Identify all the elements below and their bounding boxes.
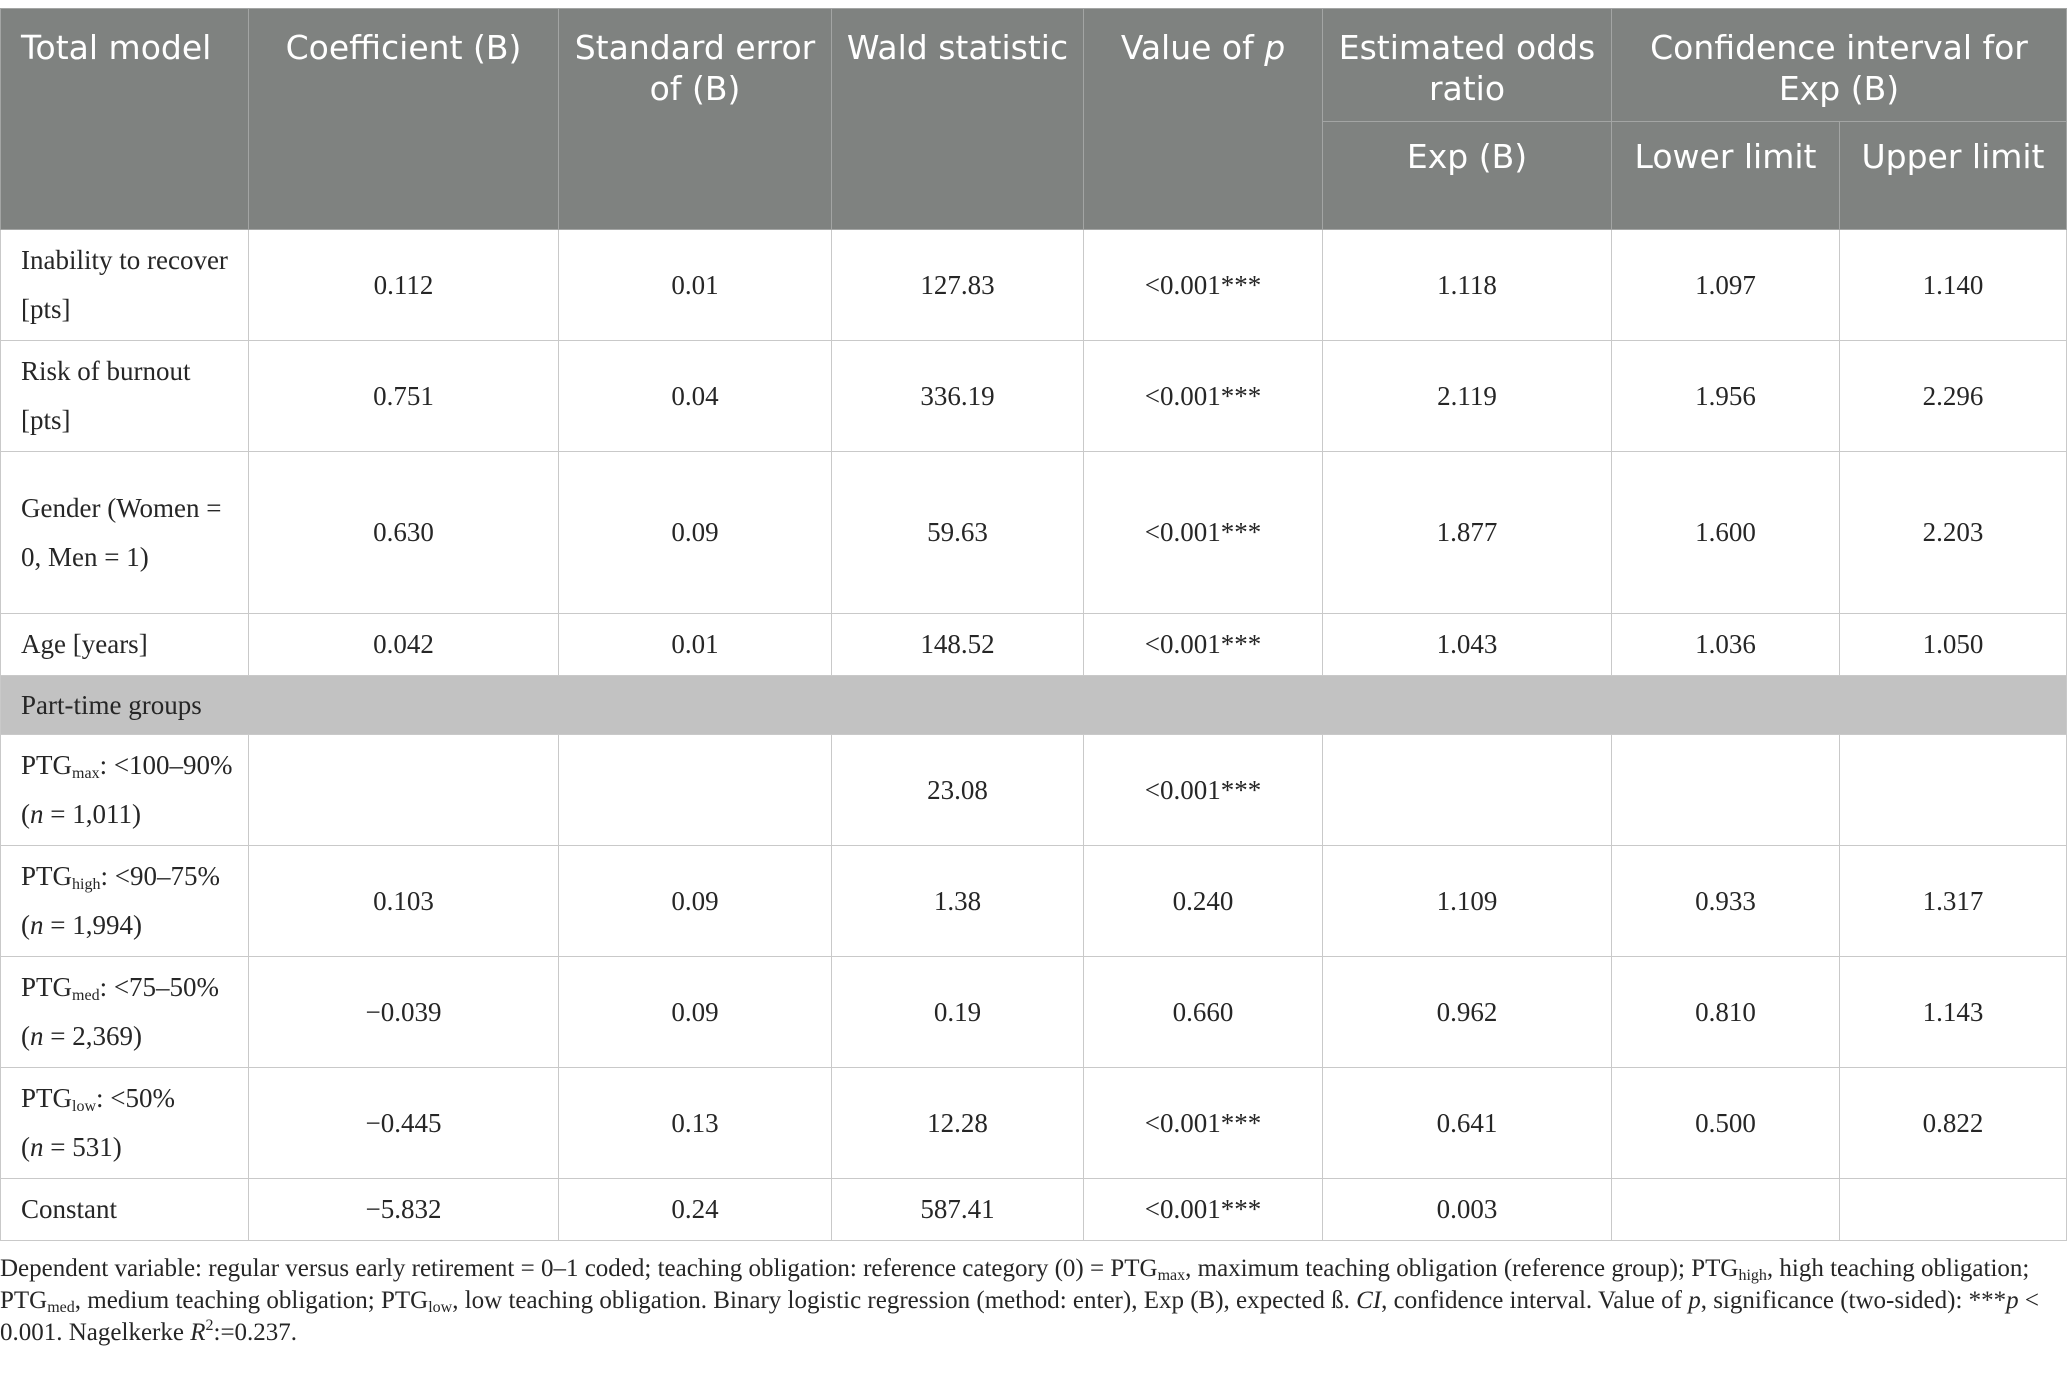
cell-p-value: 0.660	[1084, 957, 1323, 1068]
table-body	[1, 230, 2067, 1241]
cell-p-value: 0.240	[1084, 846, 1323, 957]
row-label: Age [years]	[1, 614, 249, 676]
cell-coefficient: −0.039	[249, 957, 559, 1068]
cell-upper-limit	[1840, 1179, 2067, 1241]
table-row	[1, 230, 2067, 341]
cell-p-value: <0.001***	[1084, 735, 1323, 846]
row-label: Constant	[1, 1179, 249, 1241]
header-odds-ratio: Estimated odds ratio	[1323, 9, 1612, 122]
cell-wald: 1.38	[832, 846, 1084, 957]
table-row	[1, 1068, 2067, 1179]
table-row	[1, 452, 2067, 614]
group-label: Part-time groups	[1, 676, 2067, 735]
cell-coefficient: 0.630	[249, 452, 559, 614]
group-header-row	[1, 676, 2067, 735]
cell-std-error: 0.01	[559, 614, 832, 676]
cell-std-error: 0.24	[559, 1179, 832, 1241]
cell-std-error: 0.13	[559, 1068, 832, 1179]
cell-exp-b: 0.641	[1323, 1068, 1612, 1179]
cell-coefficient: 0.112	[249, 230, 559, 341]
cell-exp-b: 1.118	[1323, 230, 1612, 341]
row-label: $PTG_{high}$: <90–75% (n = 1,994)	[1, 846, 249, 957]
cell-lower-limit: 0.810	[1612, 957, 1840, 1068]
cell-p-value: <0.001***	[1084, 1068, 1323, 1179]
cell-exp-b: 2.119	[1323, 341, 1612, 452]
cell-wald: 12.28	[832, 1068, 1084, 1179]
header-wald: Wald statistic	[832, 9, 1084, 230]
cell-std-error: 0.01	[559, 230, 832, 341]
cell-wald: 59.63	[832, 452, 1084, 614]
cell-std-error: 0.09	[559, 957, 832, 1068]
cell-std-error: 0.09	[559, 846, 832, 957]
cell-upper-limit: 1.050	[1840, 614, 2067, 676]
table-row	[1, 957, 2067, 1068]
cell-std-error: 0.04	[559, 341, 832, 452]
row-label: Inability to recover [pts]	[1, 230, 249, 341]
header-p-value: Value of p	[1084, 9, 1323, 230]
table-row	[1, 614, 2067, 676]
regression-table	[0, 8, 2067, 1241]
cell-exp-b: 1.109	[1323, 846, 1612, 957]
cell-wald: 148.52	[832, 614, 1084, 676]
cell-lower-limit: 1.956	[1612, 341, 1840, 452]
cell-lower-limit: 0.933	[1612, 846, 1840, 957]
cell-p-value: <0.001***	[1084, 452, 1323, 614]
cell-std-error	[559, 735, 832, 846]
cell-coefficient: 0.751	[249, 341, 559, 452]
cell-upper-limit: 1.140	[1840, 230, 2067, 341]
cell-upper-limit: 0.822	[1840, 1068, 2067, 1179]
results-table-container	[0, 8, 2068, 1241]
header-total-model: Total model	[1, 9, 249, 230]
cell-lower-limit	[1612, 735, 1840, 846]
row-label: $PTG_{med}$: <75–50% (n = 2,369)	[1, 957, 249, 1068]
cell-p-value: <0.001***	[1084, 1179, 1323, 1241]
table-header	[1, 9, 2067, 230]
cell-lower-limit: 0.500	[1612, 1068, 1840, 1179]
table-row	[1, 735, 2067, 846]
cell-exp-b	[1323, 735, 1612, 846]
cell-exp-b: 1.043	[1323, 614, 1612, 676]
cell-lower-limit	[1612, 1179, 1840, 1241]
cell-upper-limit: 1.317	[1840, 846, 2067, 957]
cell-std-error: 0.09	[559, 452, 832, 614]
cell-p-value: <0.001***	[1084, 614, 1323, 676]
cell-exp-b: 0.962	[1323, 957, 1612, 1068]
row-label: Gender (Women = 0, Men = 1)	[1, 452, 249, 614]
cell-upper-limit	[1840, 735, 2067, 846]
cell-p-value: <0.001***	[1084, 341, 1323, 452]
cell-wald: 127.83	[832, 230, 1084, 341]
row-label: $PTG_{low}$: <50% (n = 531)	[1, 1068, 249, 1179]
cell-p-value: <0.001***	[1084, 230, 1323, 341]
cell-lower-limit: 1.036	[1612, 614, 1840, 676]
cell-coefficient: −0.445	[249, 1068, 559, 1179]
cell-lower-limit: 1.097	[1612, 230, 1840, 341]
header-coefficient: Coefficient (B)	[249, 9, 559, 230]
cell-upper-limit: 1.143	[1840, 957, 2067, 1068]
cell-exp-b: 0.003	[1323, 1179, 1612, 1241]
cell-upper-limit: 2.203	[1840, 452, 2067, 614]
cell-lower-limit: 1.600	[1612, 452, 1840, 614]
table-footnote	[0, 1253, 2050, 1349]
footnote-text: Dependent variable: regular versus early retirement = 0–1 coded; teaching obligation: reference category $(0) = PTG_{max}$, maximum teaching obligation (reference group); $PTG_{high}$, high teaching obligation; $PTG_{med}$, medium teaching obligation; $PTG_{low}$, low teaching obligation. Binary logistic regression (method: enter), Exp (B), expected ß. CI, confidence interval. Value of p, significance (two-sided): ***p < 0.001. Nagelkerke $R^2:=0.237$.	[0, 1255, 2040, 1346]
table-row	[1, 846, 2067, 957]
cell-upper-limit: 2.296	[1840, 341, 2067, 452]
cell-coefficient: 0.103	[249, 846, 559, 957]
cell-coefficient: −5.832	[249, 1179, 559, 1241]
cell-coefficient: 0.042	[249, 614, 559, 676]
cell-wald: 0.19	[832, 957, 1084, 1068]
header-confidence-interval: Confidence interval for Exp (B)	[1612, 9, 2067, 122]
cell-wald: 587.41	[832, 1179, 1084, 1241]
cell-wald: 336.19	[832, 341, 1084, 452]
cell-wald: 23.08	[832, 735, 1084, 846]
cell-coefficient	[249, 735, 559, 846]
header-exp-b: Exp (B)	[1323, 122, 1612, 230]
header-lower-limit: Lower limit	[1612, 122, 1840, 230]
row-label: Risk of burnout [pts]	[1, 341, 249, 452]
row-label: $PTG_{max}$: <100–90% (n = 1,011)	[1, 735, 249, 846]
table-row	[1, 341, 2067, 452]
header-std-error: Standard error of (B)	[559, 9, 832, 230]
cell-exp-b: 1.877	[1323, 452, 1612, 614]
table-row	[1, 1179, 2067, 1241]
header-upper-limit: Upper limit	[1840, 122, 2067, 230]
